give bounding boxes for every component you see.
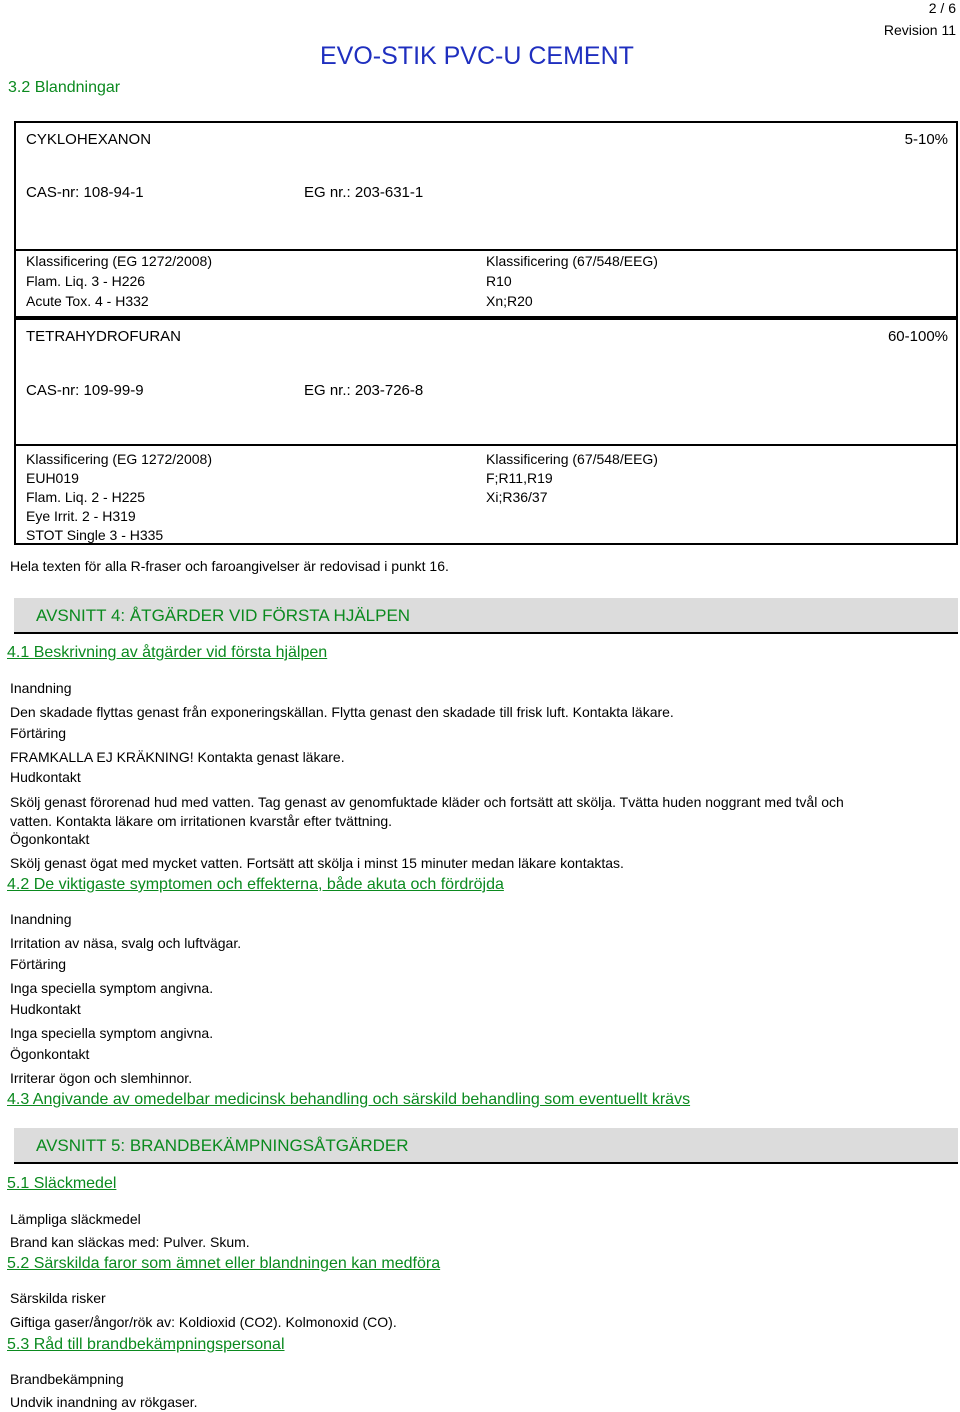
skin-contact-label: Hudkontakt (10, 769, 81, 785)
s42-ingestion-label: Förtäring (10, 956, 67, 972)
section-3-2-heading: 3.2 Blandningar (8, 79, 121, 96)
special-hazards-text: Giftiga gaser/ångor/rök av: Koldioxid (CO2). Kolmonoxid (CO). (10, 1314, 397, 1330)
substance-box-tetrahydrofuran (14, 318, 958, 545)
section-4-header (14, 598, 958, 634)
clp-class: Acute Tox. 4 - H332 (26, 293, 149, 309)
dsd-heading: Klassificering (67/548/EEG) (486, 253, 658, 269)
ec-number: EG nr.: 203-726-8 (304, 382, 424, 399)
s42-inhalation-text: Irritation av näsa, svalg och luftvägar. (10, 935, 242, 951)
subsection-5-2-heading: 5.2 Särskilda faror som ämnet eller blandningen kan medföra (7, 1255, 441, 1272)
skin-contact-text-cont: vatten. Kontakta läkare om irritationen kvarstår efter tvättning. (10, 813, 393, 829)
dsd-heading: Klassificering (67/548/EEG) (486, 451, 658, 467)
inhalation-text: Den skadade flyttas genast från exponeringskällan. Flytta genast den skadade till frisk luft. Kontakta läkare. (10, 704, 674, 720)
subsection-4-3-heading: 4.3 Angivande av omedelbar medicinsk behandling och särskild behandling som eventuellt krävs (7, 1091, 691, 1108)
firefighting-label: Brandbekämpning (10, 1371, 124, 1387)
clp-heading: Klassificering (EG 1272/2008) (26, 253, 212, 269)
r-phrase-note: Hela texten för alla R-fraser och faroangivelser är redovisad i punkt 16. (10, 558, 449, 574)
ingestion-text: FRAMKALLA EJ KRÄKNING! Kontakta genast läkare. (10, 749, 345, 765)
cas-number: CAS-nr: 109-99-9 (26, 382, 144, 399)
substance-name: TETRAHYDROFURAN (26, 328, 182, 345)
dsd-class: Xi;R36/37 (486, 489, 548, 505)
firefighting-text: Undvik inandning av rökgaser. (10, 1394, 198, 1410)
box-divider (16, 444, 956, 446)
s42-eye-text: Irriterar ögon och slemhinnor. (10, 1070, 193, 1086)
eye-contact-label: Ögonkontakt (10, 831, 90, 847)
dsd-class: Xn;R20 (486, 293, 533, 309)
eye-contact-text: Skölj genast ögat med mycket vatten. Fortsätt att skölja i minst 15 minuter medan läkare kontaktas. (10, 855, 624, 871)
inhalation-label: Inandning (10, 680, 72, 696)
clp-class: STOT Single 3 - H335 (26, 527, 164, 543)
substance-name: CYKLOHEXANON (26, 131, 152, 148)
skin-contact-text: Skölj genast förorenad hud med vatten. Tag genast av genomfuktade kläder och fortsätt att skölja. Tvätta huden noggrant med tvål och (10, 794, 844, 810)
clp-class: EUH019 (26, 470, 79, 486)
section-4-title: AVSNITT 4: ÅTGÄRDER VID FÖRSTA HJÄLPEN (36, 606, 411, 625)
dsd-class: F;R11,R19 (486, 470, 553, 486)
dsd-class: R10 (486, 273, 512, 289)
s42-ingestion-text: Inga speciella symptom angivna. (10, 980, 214, 996)
section-5-title: AVSNITT 5: BRANDBEKÄMPNINGSÅTGÄRDER (36, 1136, 409, 1155)
subsection-4-1-heading: 4.1 Beskrivning av åtgärder vid första hjälpen (7, 644, 328, 661)
special-hazards-label: Särskilda risker (10, 1290, 106, 1306)
document-title: EVO-STIK PVC-U CEMENT (320, 42, 634, 70)
substance-range: 60-100% (887, 328, 948, 345)
s42-skin-label: Hudkontakt (10, 1001, 81, 1017)
clp-heading: Klassificering (EG 1272/2008) (26, 451, 212, 467)
box-divider (16, 249, 956, 251)
s42-skin-text: Inga speciella symptom angivna. (10, 1025, 214, 1041)
cas-number: CAS-nr: 108-94-1 (26, 184, 144, 201)
clp-class: Eye Irrit. 2 - H319 (26, 508, 136, 524)
revision-number: Revision 11 (883, 22, 956, 38)
clp-class: Flam. Liq. 2 - H225 (26, 489, 146, 505)
s42-inhalation-label: Inandning (10, 911, 72, 927)
clp-class: Flam. Liq. 3 - H226 (26, 273, 146, 289)
subsection-4-2-heading: 4.2 De viktigaste symptomen och effekterna, både akuta och fördröjda (7, 876, 504, 893)
subsection-5-3-heading: 5.3 Råd till brandbekämpningspersonal (7, 1336, 285, 1353)
extinguishing-media-text: Brand kan släckas med: Pulver. Skum. (10, 1234, 250, 1250)
extinguishing-media-label: Lämpliga släckmedel (10, 1211, 141, 1227)
ec-number: EG nr.: 203-631-1 (304, 184, 424, 201)
page-number: 2 / 6 (928, 0, 956, 16)
subsection-5-1-heading: 5.1 Släckmedel (7, 1175, 117, 1192)
substance-range: 5-10% (904, 131, 948, 148)
ingestion-label: Förtäring (10, 725, 67, 741)
s42-eye-label: Ögonkontakt (10, 1046, 90, 1062)
section-5-header (14, 1128, 958, 1164)
